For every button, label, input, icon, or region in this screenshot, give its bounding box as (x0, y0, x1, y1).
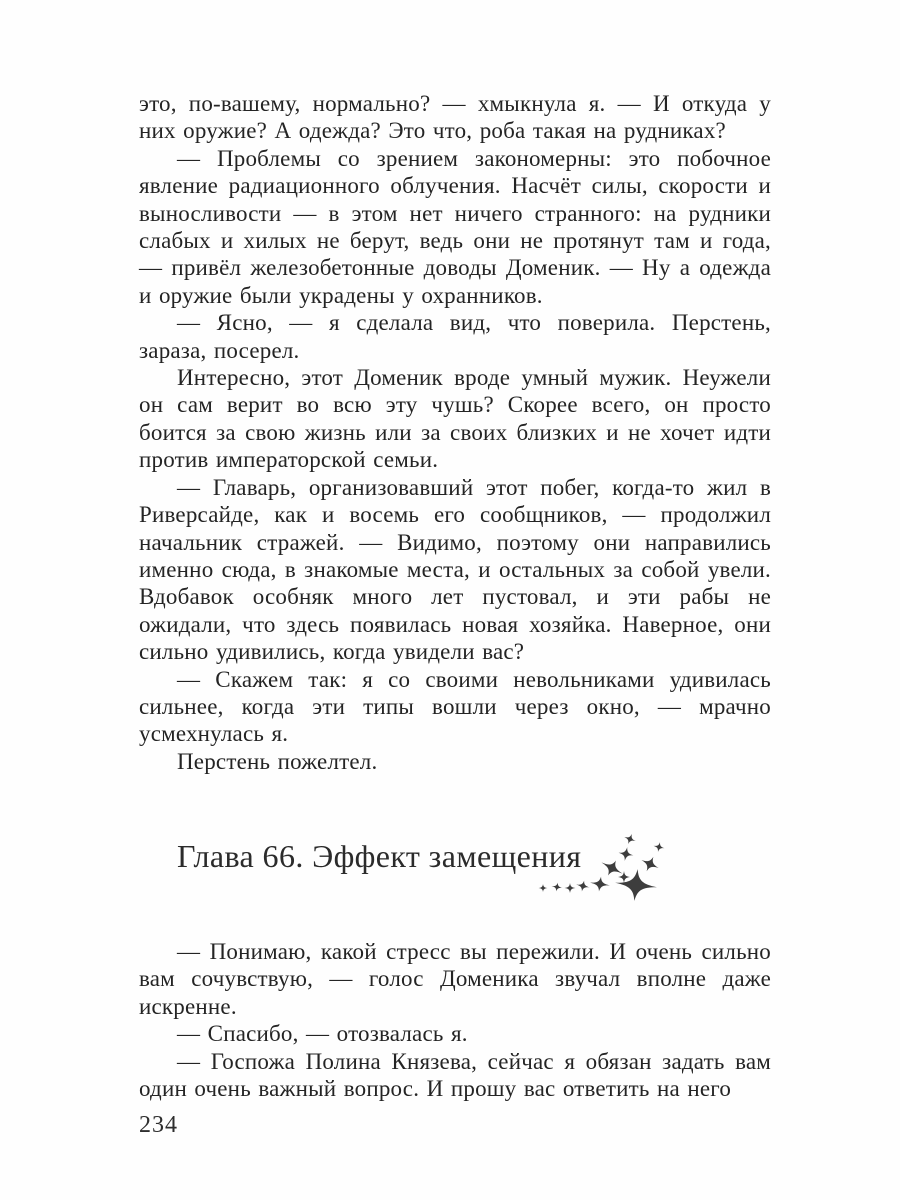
paragraph: Интересно, этот Доменик вроде умный мужик. Неужели он сам верит во всю эту чушь? Скорее всего, он просто боится за свою жизнь или за своих близких и не хочет идти против императорской семьи. (139, 365, 771, 473)
paragraph: — Проблемы со зрением закономерны: это побочное явление радиационного облучения. Насчёт силы, скорости и выносливости — в этом нет ничего странного: на рудники слабых и хилых не берут, ведь они не протянут там и года, — привёл железобетонные доводы Доменик. — Ну а одежда и оружие были украдены у охранников. (139, 145, 771, 308)
paragraph: — Ясно, — я сделала вид, что поверила. Перстень, зараза, посерел. (139, 310, 771, 363)
text-block-before-heading (139, 90, 771, 775)
paragraph: — Главарь, организовавший этот побег, когда-то жил в Риверсайде, как и восемь его сообщников, — продолжил начальник стражей. — Видимо, поэтому они направились именно сюда, в знакомые места, и остальных за собой увели. Вдобавок особняк много лет пустовал, и эти рабы не ожидали, что здесь появилась новая хозяйка. Наверное, они сильно удивились, когда увидели вас? (139, 474, 771, 665)
chapter-heading-row (177, 839, 671, 919)
paragraph: это, по-вашему, нормально? — хмыкнула я. — И откуда у них оружие? А одежда? Это что, роба такая на рудниках? (139, 91, 771, 144)
chapter-title: Глава 66. Эффект замещения (177, 838, 582, 874)
page-number: 234 (139, 1112, 178, 1138)
paragraph: — Понимаю, какой стресс вы пережили. И очень сильно вам сочувствую, — голос Доменика звучал вполне даже искренне. (139, 939, 771, 1019)
text-block-after-heading (139, 938, 771, 1102)
paragraph: — Госпожа Полина Князева, сейчас я обязан задать вам один очень важный вопрос. И прошу вас ответить на него (139, 1048, 771, 1102)
paragraph: — Скажем так: я со своими невольниками удивилась сильнее, когда эти типы вошли через окно, — мрачно усмехнулась я. (139, 666, 771, 747)
paragraph: — Спасибо, — отозвалась я. (177, 1021, 468, 1047)
paragraph: Перстень пожелтел. (177, 748, 378, 774)
star-flourish-icon (537, 832, 671, 912)
